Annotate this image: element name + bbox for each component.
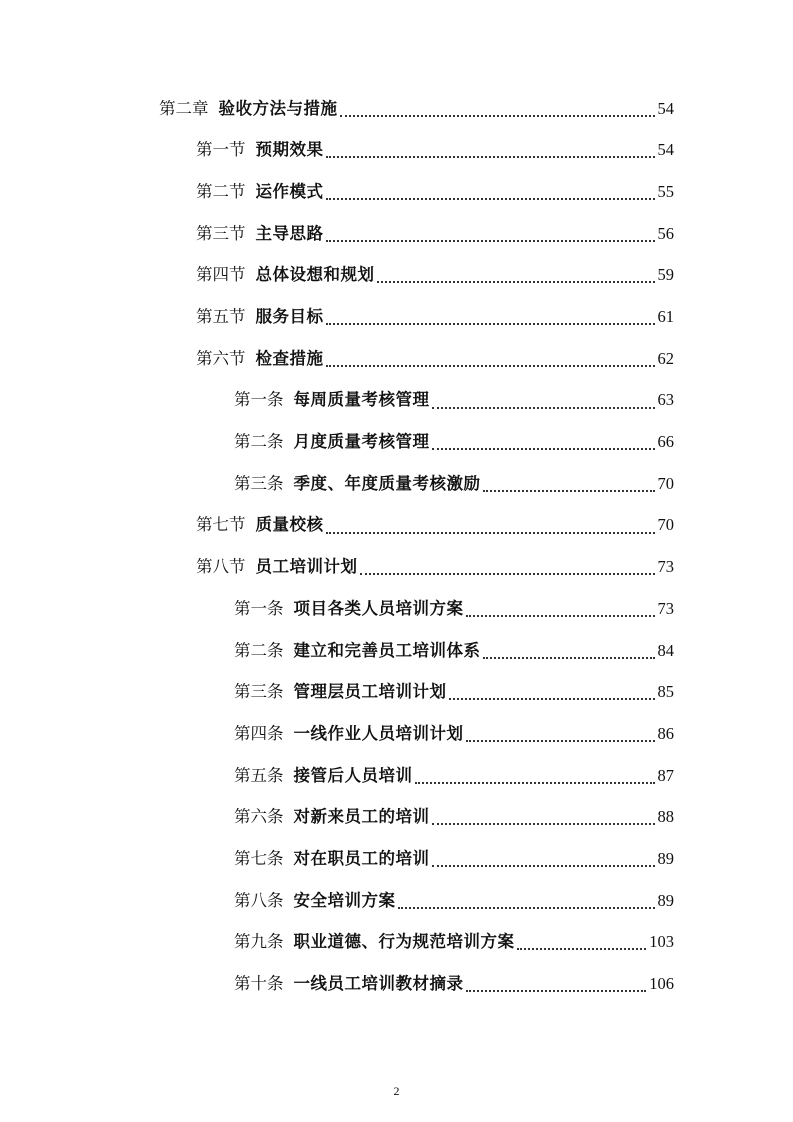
toc-entry-page: 73 [657, 557, 674, 577]
toc-entry-title: 安全培训方案 [293, 890, 396, 910]
toc-entry[interactable] [0, 88, 793, 130]
toc-entry[interactable] [0, 797, 793, 839]
toc-dot-leader [326, 198, 655, 200]
page-number: 2 [393, 1084, 400, 1098]
toc-entry-page: 70 [657, 473, 674, 493]
toc-entry[interactable] [0, 880, 793, 922]
toc-entry-number: 第四节 [196, 265, 246, 285]
toc-dot-leader [466, 615, 655, 617]
toc-entry[interactable] [0, 963, 793, 1005]
toc-entry-page: 89 [657, 848, 674, 868]
toc-dot-leader [517, 948, 647, 950]
toc-dot-leader [449, 698, 655, 700]
toc-entry-page: 87 [657, 765, 674, 785]
toc-entry-page: 86 [657, 723, 674, 743]
toc-entry-title: 管理层员工培训计划 [293, 682, 447, 702]
toc-entry-page: 61 [657, 307, 674, 327]
toc-dot-leader [432, 448, 655, 450]
toc-entry-number: 第三节 [196, 223, 246, 243]
toc-entry[interactable] [0, 755, 793, 797]
toc-dot-leader [415, 782, 655, 784]
toc-entry[interactable] [0, 922, 793, 964]
toc-entry[interactable] [0, 547, 793, 589]
toc-entry-page: 73 [657, 598, 674, 618]
toc-entry-number: 第六条 [234, 807, 284, 827]
toc-entry-number: 第五条 [234, 765, 284, 785]
toc-entry-page: 62 [657, 348, 674, 368]
toc-entry-number: 第二条 [234, 640, 284, 660]
toc-entry[interactable] [0, 463, 793, 505]
toc-entry[interactable] [0, 296, 793, 338]
toc-entry-title: 运作模式 [255, 181, 324, 201]
toc-entry[interactable] [0, 255, 793, 297]
toc-entry[interactable] [0, 672, 793, 714]
toc-entry-page: 106 [649, 974, 674, 994]
toc-dot-leader [326, 323, 655, 325]
toc-entry-number: 第二章 [159, 98, 209, 118]
toc-entry-page: 55 [657, 181, 674, 201]
toc-entry-title: 建立和完善员工培训体系 [293, 640, 481, 660]
toc-entry-title: 接管后人员培训 [293, 765, 413, 785]
toc-dot-leader [432, 865, 655, 867]
toc-entry-page: 54 [657, 98, 674, 118]
toc-entry-number: 第六节 [196, 348, 246, 368]
table-of-contents [0, 88, 793, 1005]
toc-entry-title: 对在职员工的培训 [293, 848, 430, 868]
toc-entry-title: 员工培训计划 [255, 557, 358, 577]
toc-entry-page: 63 [657, 390, 674, 410]
toc-entry-number: 第八条 [234, 890, 284, 910]
toc-entry-number: 第十条 [234, 974, 284, 994]
toc-entry-title: 预期效果 [255, 140, 324, 160]
toc-dot-leader [466, 740, 655, 742]
toc-entry[interactable] [0, 588, 793, 630]
toc-entry[interactable] [0, 422, 793, 464]
toc-entry-page: 85 [657, 682, 674, 702]
toc-entry-page: 70 [657, 515, 674, 535]
toc-entry[interactable] [0, 380, 793, 422]
toc-entry-title: 职业道德、行为规范培训方案 [293, 932, 515, 952]
toc-entry-number: 第九条 [234, 932, 284, 952]
toc-dot-leader [326, 365, 655, 367]
toc-entry-page: 59 [657, 265, 674, 285]
toc-entry-title: 一线员工培训教材摘录 [293, 974, 464, 994]
toc-entry-title: 每周质量考核管理 [293, 390, 430, 410]
toc-entry-title: 总体设想和规划 [255, 265, 375, 285]
toc-entry-title: 主导思路 [255, 223, 324, 243]
toc-entry[interactable] [0, 713, 793, 755]
toc-entry-page: 56 [657, 223, 674, 243]
toc-dot-leader [377, 281, 655, 283]
toc-dot-leader [432, 823, 655, 825]
toc-entry-title: 月度质量考核管理 [293, 432, 430, 452]
toc-entry-page: 89 [657, 890, 674, 910]
toc-dot-leader [326, 240, 655, 242]
toc-entry-title: 一线作业人员培训计划 [293, 723, 464, 743]
toc-dot-leader [432, 407, 655, 409]
toc-entry-title: 季度、年度质量考核激励 [293, 473, 481, 493]
toc-entry[interactable] [0, 630, 793, 672]
toc-entry[interactable] [0, 838, 793, 880]
toc-entry-number: 第二节 [196, 181, 246, 201]
toc-dot-leader [360, 573, 655, 575]
toc-entry-number: 第七节 [196, 515, 246, 535]
toc-entry-number: 第二条 [234, 432, 284, 452]
toc-dot-leader [340, 115, 655, 117]
toc-entry-page: 103 [649, 932, 674, 952]
toc-entry-number: 第七条 [234, 848, 284, 868]
toc-dot-leader [398, 907, 655, 909]
toc-entry-title: 服务目标 [255, 307, 324, 327]
toc-entry-number: 第八节 [196, 557, 246, 577]
toc-entry-number: 第四条 [234, 723, 284, 743]
toc-entry-number: 第三条 [234, 473, 284, 493]
toc-dot-leader [466, 990, 647, 992]
toc-entry-page: 88 [657, 807, 674, 827]
toc-entry-number: 第一条 [234, 598, 284, 618]
toc-entry[interactable] [0, 130, 793, 172]
toc-entry-page: 54 [657, 140, 674, 160]
toc-entry[interactable] [0, 338, 793, 380]
toc-entry-title: 项目各类人员培训方案 [293, 598, 464, 618]
toc-entry[interactable] [0, 213, 793, 255]
toc-dot-leader [483, 490, 655, 492]
toc-entry-number: 第一节 [196, 140, 246, 160]
toc-entry[interactable] [0, 505, 793, 547]
toc-entry-number: 第三条 [234, 682, 284, 702]
toc-dot-leader [326, 156, 655, 158]
toc-entry-number: 第一条 [234, 390, 284, 410]
toc-dot-leader [483, 657, 655, 659]
toc-entry-page: 66 [657, 432, 674, 452]
toc-entry-title: 验收方法与措施 [218, 98, 338, 118]
toc-entry-number: 第五节 [196, 307, 246, 327]
toc-entry-title: 检查措施 [255, 348, 324, 368]
toc-entry[interactable] [0, 171, 793, 213]
toc-dot-leader [326, 532, 655, 534]
toc-entry-title: 质量校核 [255, 515, 324, 535]
toc-entry-page: 84 [657, 640, 674, 660]
toc-entry-title: 对新来员工的培训 [293, 807, 430, 827]
